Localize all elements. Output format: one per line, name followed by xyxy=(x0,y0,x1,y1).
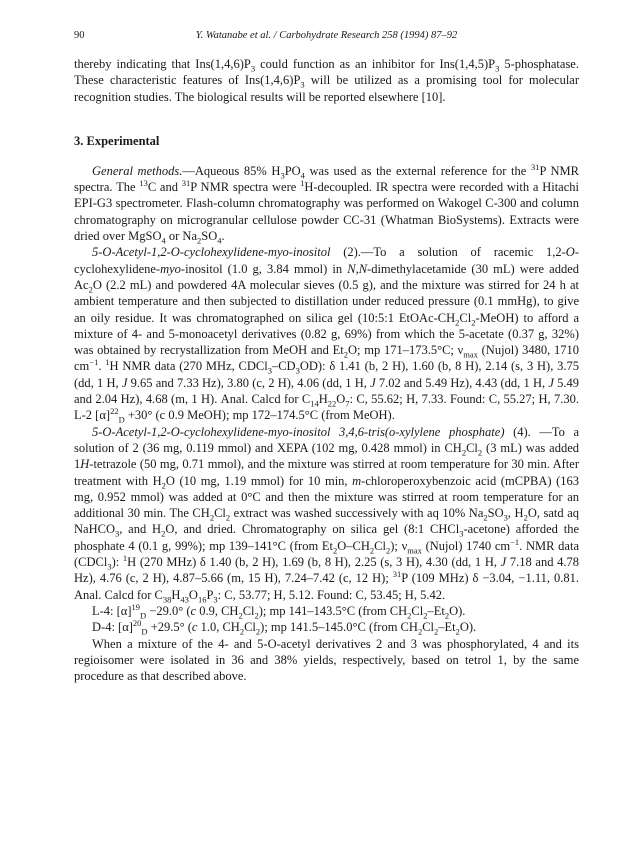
paragraph: 5-O-Acetyl-1,2-O-cyclohexylidene-myo-inositol 3,4,6-tris(o-xylylene phosphate) (4). —To a solution of 2 (36 mg, 0.119 mmol) and XEPA (102 mg, 0.428 mmol) in $CH_2Cl_2$ (3 mL) was added 1H-tetrazole (50 mg, 0.71 mmol), and the mixture was stirred at room temperature for 30 min. After treatment with $H_2O$ (10 mg, 1.19 mmol) for 10 min, m-chloroperoxybenzoic acid (mCPBA) (163 mg, 0.952 mmol) was added at 0°C and then the mixture was stirred at room temperature for an additional 30 min. The $CH_2Cl_2$ extract was washed successively with aq 10% $Na_2SO_3$, $H_2O$, satd aq NaHCO$_3$, and $H_2O$, and dried. Chromatography on silica gel (8:1 CHCl$_3$-acetone) afforded the phosphate 4 (0.1 g, 99%); mp 139–141°C (from $Et_2O-CH_2Cl_2$); $\nu_{max}$ (Nujol) 1740 $cm^{-1}$. NMR data (CDCl$_3$): $^1$H (270 MHz) δ 1.40 (b, 2 H), 1.69 (b, 8 H), 2.25 (s, 3 H), 4.30 (dd, 1 H, J 7.18 and 4.78 Hz), 4.76 (c, 2 H), 4.87–5.66 (m, 15 H), 7.24–7.42 (c, 12 H); $^{31}$P (109 MHz) δ −3.04, −1.11, 0.81. Anal. Calcd for $C_{38}H_{43}O_{16}P_3$: C, 53.77; H, 5.12. Found: C, 53.45; H, 5.42. xyxy=(74,424,580,605)
paragraph: 5-O-Acetyl-1,2-O-cyclohexylidene-myo-inositol (2).—To a solution of racemic 1,2-O-cyclohexylidene-myo-inositol (1.0 g, 3.84 mmol) in N,N-dimethylacetamide (30 mL) were added $Ac_2O$ (2.2 mL) and powdered 4A molecular sieves (0.5 g), and the mixture was stirred for 24 h at ambient temperature and then subjected to distillation under reduced pressure (0.1 mmHg), to give an oily residue. It was chromatographed on silica gel (10:5:1 EtOAc-$CH_2Cl_2-MeOH$) to afford a mixture of 4- and 5-monoacetyl derivatives (0.82 g, 69%) from which the 5-acetate (0.37 g, 32%) was obtained by recrystallization from MeOH and $Et_2O$; mp 171–173.5°C; $\nu_{max}$ (Nujol) 3480, 1710 $cm^{-1}$. $^1$H NMR data (270 MHz, $CDCl_3-CD_3OD$): δ 1.41 (b, 2 H), 1.60 (b, 8 H), 2.14 (s, 3 H), 3.75 (dd, 1 H, J 9.65 and 7.33 Hz), 3.80 (c, 2 H), 4.06 (dd, 1 H, J 7.02 and 5.49 Hz), 4.43 (dd, 1 H, J 5.49 and 2.04 Hz), 4.68 (m, 1 H). Anal. Calcd for $C_{14}H_{22}O_7$: C, 55.62; H, 7.33. Found: C, 55.27; H, 7.30. L-2 $[\alpha]^{22}_D +30^\circ$ (c 0.9 MeOH); mp 172–174.5°C (from MeOH). xyxy=(74,245,580,425)
paragraph: L-4: $[\alpha]^{19}_D -29.0^\circ$ (c 0.9, $CH_2Cl_2$); mp 141–143.5°C (from $CH_2Cl_2-Et_2O$). xyxy=(92,601,466,621)
paragraph: When a mixture of the 4- and 5-O-acetyl derivatives 2 and 3 was phosphorylated, 4 and its regioisomer were isolated in 36 and 38% yields, respectively, based on tetrol 1, by the same procedure as that described above. xyxy=(74,636,579,684)
paragraph: General methods.—Aqueous 85% $H_3PO_4$ was used as the external reference for the $^{31}$P NMR spectra. The $^{13}$C and $^{31}$P NMR spectra were $^1$H-decoupled. IR spectra were recorded with a Hitachi EPI-G3 spectrometer. Flash-column chromatography was performed on Wakogel C-300 and column chromatography on microgranular cellulose powder CC-31 (Whatman BioSystems). Extracts were dried over MgSO$_4$ or $Na_2SO_4$. xyxy=(74,161,580,246)
running-head xyxy=(74,30,579,46)
page-number: 90 xyxy=(74,30,85,41)
section-heading: 3. Experimental xyxy=(74,133,160,148)
paragraph: thereby indicating that $Ins(1,4,6)P_3$ could function as an inhibitor for $Ins(1,4,5)P_3$ 5-phosphatase. These characteristic features of $Ins(1,4,6)P_3$ will be utilized as a promising tool for molecular recognition studies. The biological results will be reported elsewhere [10]. xyxy=(74,57,579,104)
paper-page xyxy=(74,30,579,684)
journal-reference: Y. Watanabe et al. / Carbohydrate Research 258 (1994) 87–92 xyxy=(195,30,458,41)
paragraph: D-4: $[\alpha]^{20}_D +29.5^\circ$ (c 1.0, $CH_2Cl_2$); mp 141.5–145.0°C (from $CH_2Cl_2-Et_2O$). xyxy=(92,618,477,637)
